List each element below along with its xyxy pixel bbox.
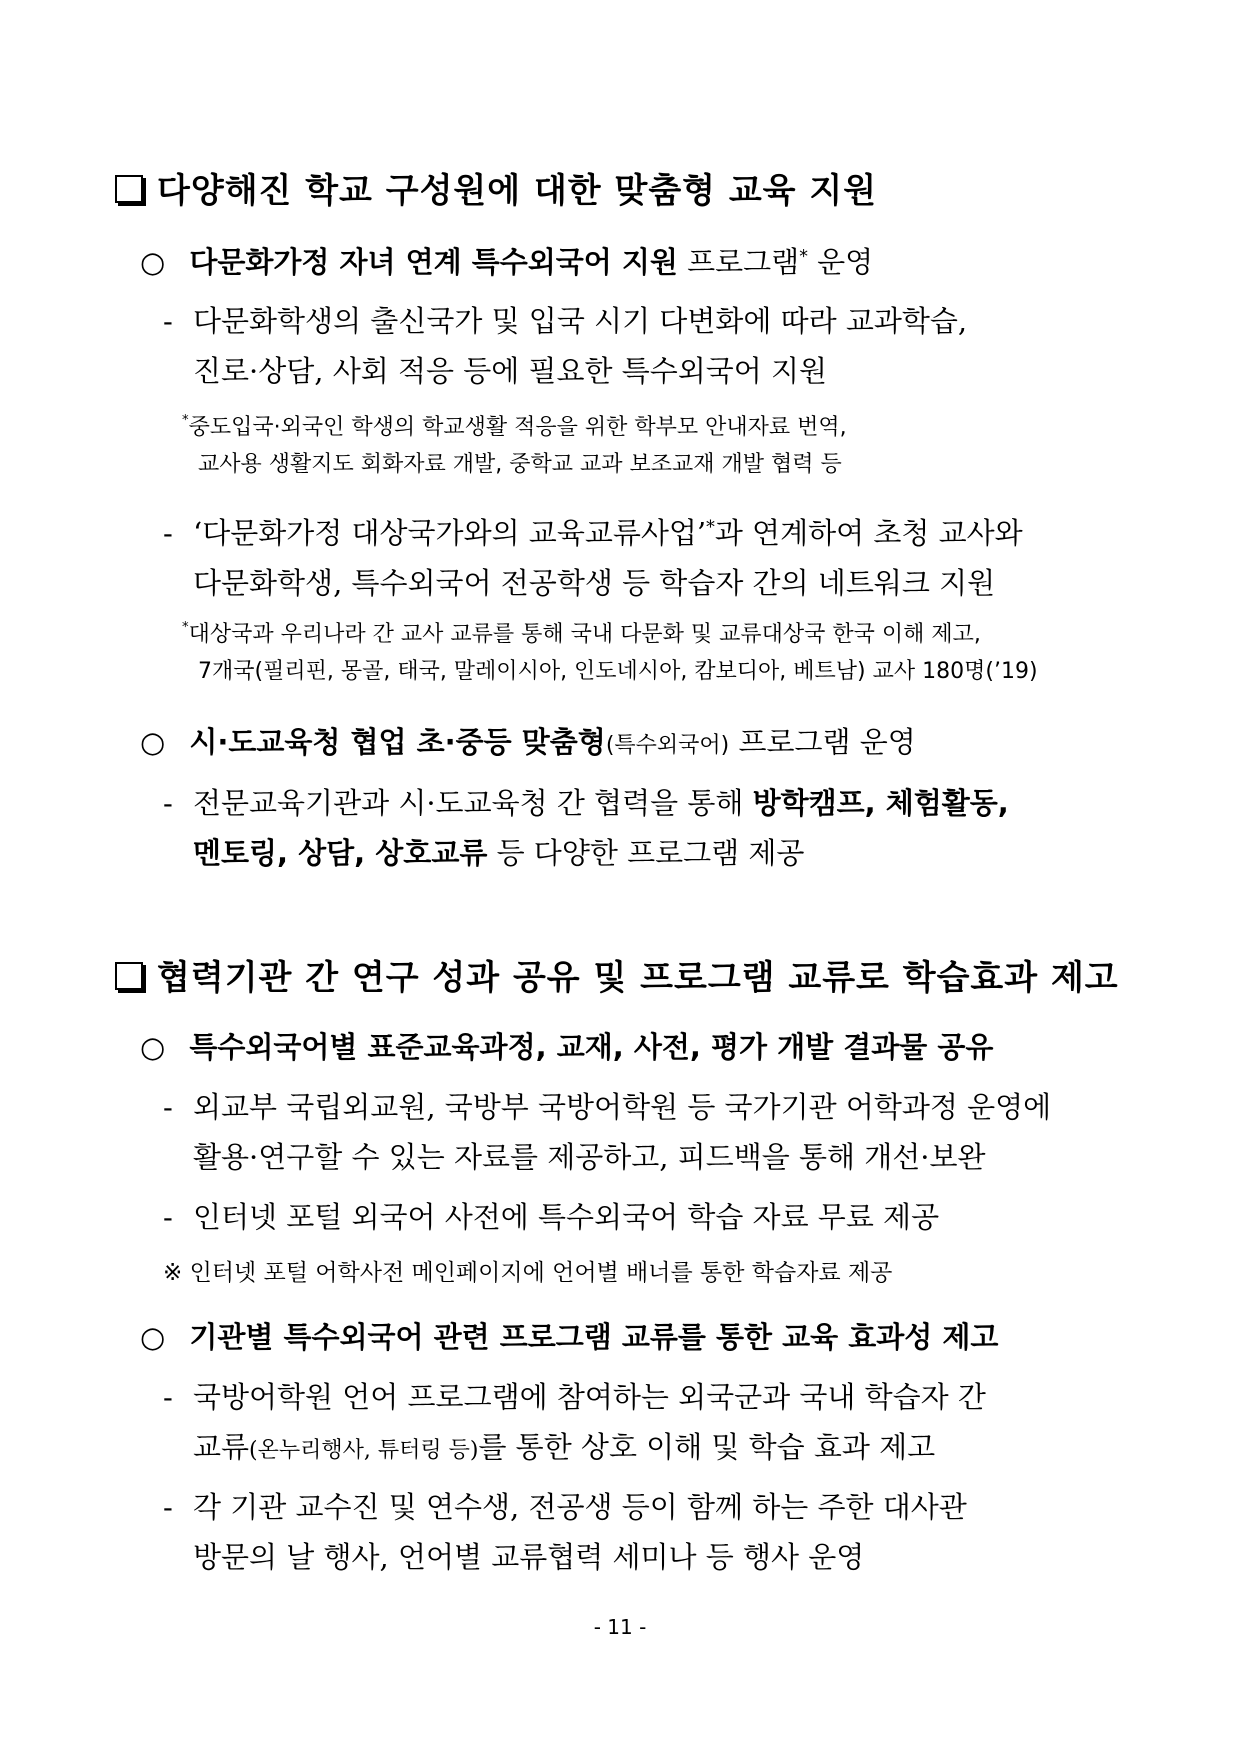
circle-bullet-icon: ○ bbox=[140, 1030, 166, 1064]
asterisk-mark: * bbox=[182, 413, 189, 428]
checkbox-square-icon bbox=[115, 962, 143, 990]
footnote: *중도입국·외국인 학생의 학교생활 적응을 위한 학부모 안내자료 번역, 교사용 생활지도 회화자료 개발, 중학교 교과 보조교재 개발 협력 등 bbox=[182, 413, 847, 477]
dash-bullet-icon: - bbox=[163, 516, 173, 550]
bullet-text: - 다문화학생의 출신국가 및 입국 시기 다변화에 따라 교과학습, 진로·상담, 사회 적응 등에 필요한 특수외국어 지원 bbox=[163, 296, 967, 396]
dash-bullet-icon: - bbox=[163, 1380, 173, 1414]
bullet-text: - 인터넷 포털 외국어 사전에 특수외국어 학습 자료 무료 제공 bbox=[163, 1192, 939, 1242]
item-heading: ○ 기관별 특수외국어 관련 프로그램 교류를 통한 교육 효과성 제고 bbox=[140, 1320, 999, 1354]
bullet-text: - ‘다문화가정 대상국가와의 교육교류사업’*과 연계하여 초청 교사와 다문화학생, 특수외국어 전공학생 등 학습자 간의 네트워크 지원 bbox=[163, 503, 1023, 608]
item-heading: ○ 다문화가정 자녀 연계 특수외국어 지원 프로그램* 운영 bbox=[140, 245, 874, 279]
page-number: - 11 - bbox=[593, 1615, 647, 1639]
dash-bullet-icon: - bbox=[163, 1490, 173, 1524]
dash-bullet-icon: - bbox=[163, 1090, 173, 1124]
dash-bullet-icon: - bbox=[163, 304, 173, 338]
bullet-text: - 국방어학원 언어 프로그램에 참여하는 외국군과 국내 학습자 간 교류(온누리행사, 튜터링 등)를 통한 상호 이해 및 학습 효과 제고 bbox=[163, 1372, 986, 1476]
section-title: 협력기관 간 연구 성과 공유 및 프로그램 교류로 학습효과 제고 bbox=[115, 950, 1119, 999]
footnote: *대상국과 우리나라 간 교사 교류를 통해 국내 다문화 및 교류대상국 한국 이해 제고, 7개국(필리핀, 몽골, 태국, 말레이시아, 인도네시아, 캄보디아, 베트남) 교사 180명(’19) bbox=[182, 620, 1038, 684]
circle-bullet-icon: ○ bbox=[140, 1320, 166, 1354]
bullet-text: - 각 기관 교수진 및 연수생, 전공생 등이 함께 하는 주한 대사관 방문의 날 행사, 언어별 교류협력 세미나 등 행사 운영 bbox=[163, 1482, 967, 1582]
dash-bullet-icon: - bbox=[163, 1200, 173, 1234]
checkbox-square-icon bbox=[115, 175, 143, 203]
asterisk-mark: * bbox=[182, 620, 189, 635]
circle-bullet-icon: ○ bbox=[140, 245, 166, 279]
bullet-text: - 외교부 국립외교원, 국방부 국방어학원 등 국가기관 어학과정 운영에 활용·연구할 수 있는 자료를 제공하고, 피드백을 통해 개선·보완 bbox=[163, 1082, 1051, 1182]
item-heading: ○ 특수외국어별 표준교육과정, 교재, 사전, 평가 개발 결과물 공유 bbox=[140, 1030, 994, 1064]
reference-note: ※ 인터넷 포털 어학사전 메인페이지에 언어별 배너를 통한 학습자료 제공 bbox=[163, 1260, 893, 1286]
dash-bullet-icon: - bbox=[163, 786, 173, 820]
item-heading: ○ 시·도교육청 협업 초·중등 맞춤형(특수외국어) 프로그램 운영 bbox=[140, 725, 916, 759]
section-title: 다양해진 학교 구성원에 대한 맞춤형 교육 지원 bbox=[115, 163, 877, 212]
circle-bullet-icon: ○ bbox=[140, 725, 166, 759]
bullet-text: - 전문교육기관과 시·도교육청 간 협력을 통해 방학캠프, 체험활동, 멘토링, 상담, 상호교류 등 다양한 프로그램 제공 bbox=[163, 778, 1009, 878]
